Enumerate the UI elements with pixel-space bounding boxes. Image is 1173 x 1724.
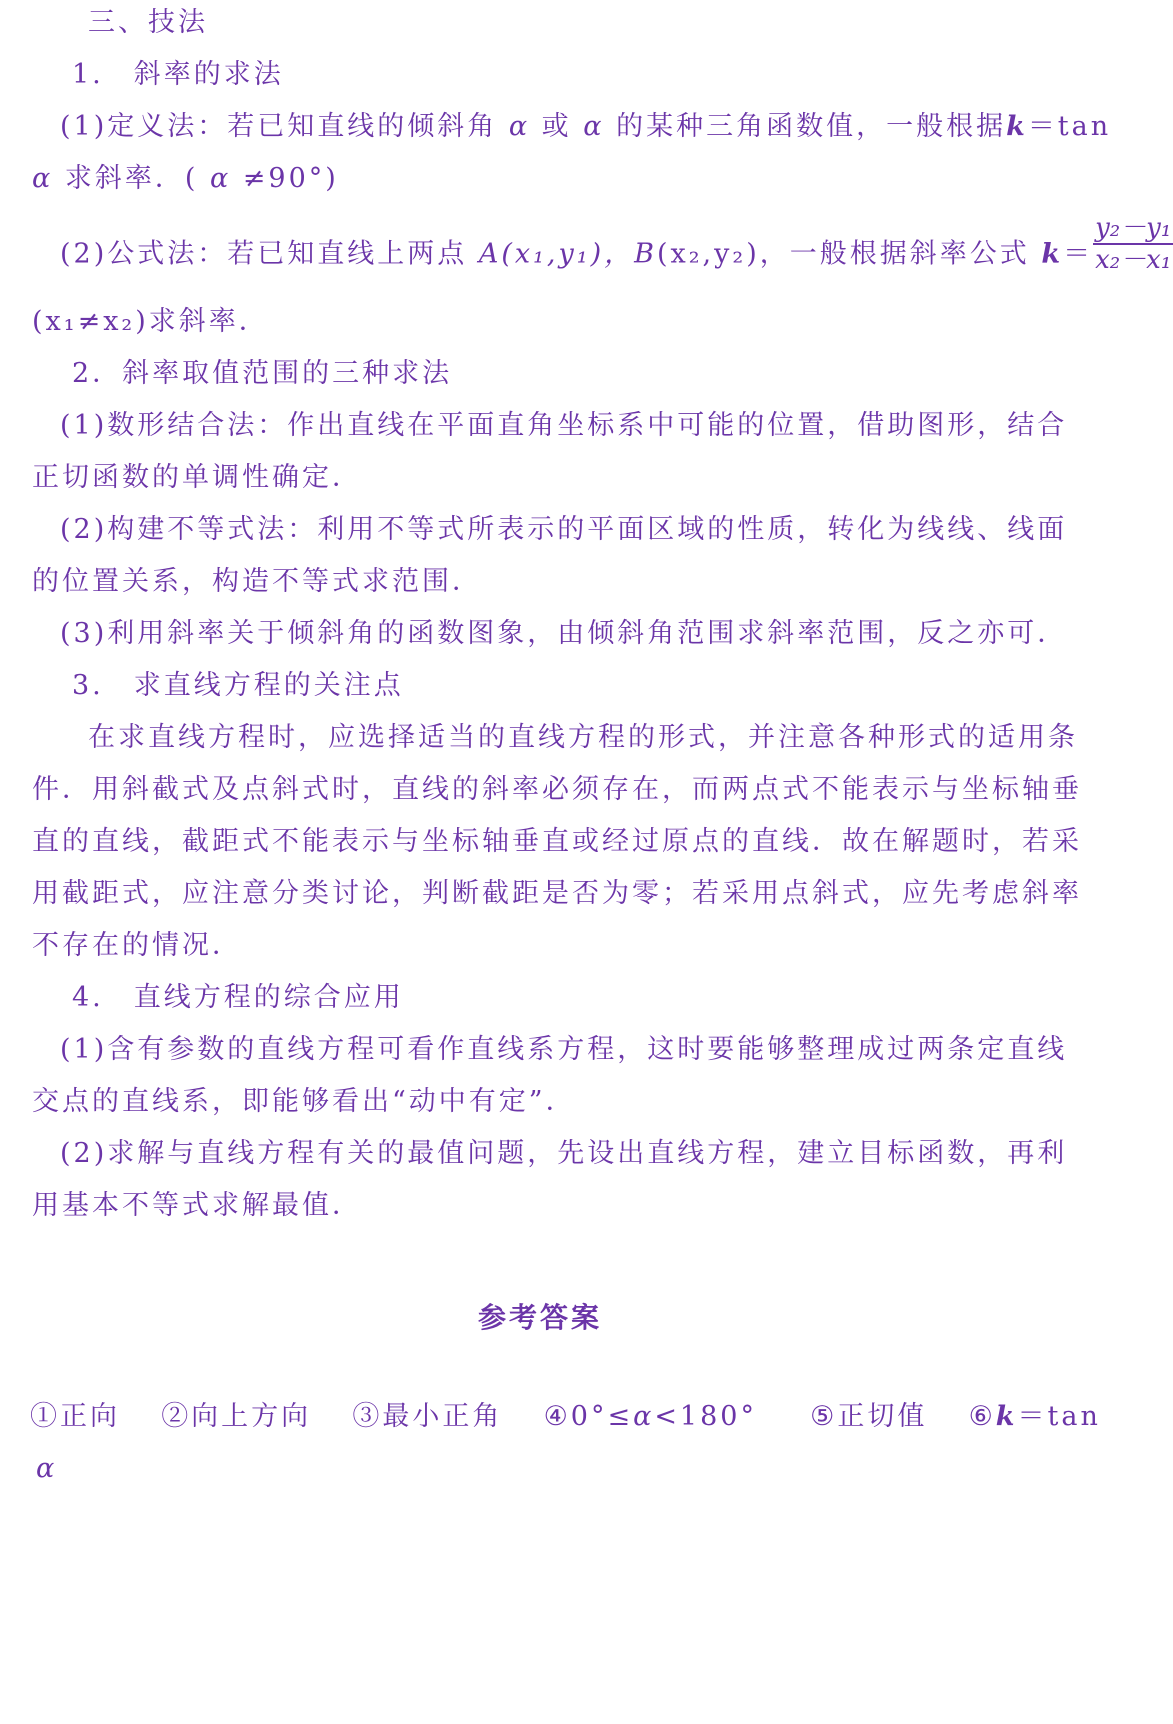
text-segment: (1)含有参数的直线方程可看作直线系方程，这时要能够整理成过两条定直线 — [60, 1034, 1068, 1065]
subsection-title-3 — [72, 669, 404, 703]
paragraph-text-line — [60, 409, 1067, 443]
text-segment: 不存在的情况． — [32, 930, 242, 961]
slope-fraction — [1093, 213, 1173, 275]
paragraph-text-line — [32, 877, 1082, 911]
answer-6-part: ＝tan — [1017, 1401, 1101, 1432]
paragraph-formula-method — [60, 213, 1173, 275]
answer-6-part: ⑥ — [968, 1401, 996, 1432]
paragraph-text-line — [32, 565, 482, 599]
text-segment: (x₁≠x₂)求斜率． — [32, 306, 269, 337]
paragraph-text-line — [32, 825, 1082, 859]
k-symbol: k — [1041, 238, 1064, 270]
text-segment: 的某种三角函数值，一般根据 — [616, 111, 1007, 142]
subsection-title-1-text: 1. 斜率的求法 — [72, 59, 284, 90]
fraction-denominator: x₂－x₁ — [1095, 245, 1172, 275]
text-segment: (1)定义法：若已知直线的倾斜角 — [60, 111, 498, 142]
text-segment: 的位置关系，构造不等式求范围． — [32, 566, 482, 597]
point-a-coords: (x₁,y₁)， — [501, 238, 635, 270]
answer-3: ③最小正角 — [352, 1401, 503, 1432]
answers-title-text: 参考答案 — [477, 1301, 602, 1334]
subsection-title-2 — [72, 357, 452, 391]
text-segment: (3)利用斜率关于倾斜角的函数图象，由倾斜角范围求斜率范围，反之亦可． — [60, 618, 1068, 649]
text-segment: 用基本不等式求解最值． — [32, 1190, 362, 1221]
answers-row — [30, 1400, 1101, 1434]
paragraph-text-line — [32, 1085, 576, 1119]
text-segment: 用截距式，应注意分类讨论，判断截距是否为零；若采用点斜式，应先考虑斜率 — [32, 878, 1082, 909]
paragraph-definition-method — [60, 110, 1111, 144]
k-symbol: k — [1006, 111, 1028, 142]
section-heading-text: 三、技法 — [88, 7, 208, 38]
answer-4-part: ④0°≤ — [543, 1401, 634, 1432]
paragraph-text-line — [60, 1033, 1067, 1067]
answers-row-cont — [36, 1452, 57, 1486]
text-segment: (2)求解与直线方程有关的最值问题，先设出直线方程，建立目标函数，再利 — [60, 1138, 1068, 1169]
equals-sign: ＝ — [1063, 238, 1094, 270]
paragraph-definition-method-cont — [32, 162, 339, 196]
point-a-label: A — [478, 238, 502, 270]
text-segment: 交点的直线系，即能够看出“动中有定”． — [32, 1086, 576, 1117]
paragraph-text-line — [32, 929, 242, 963]
text-segment: (2)公式法：若已知直线上两点 — [60, 238, 468, 270]
paragraph-text-line — [60, 1137, 1067, 1171]
paragraph-text-line — [32, 461, 362, 495]
text-segment: 正切函数的单调性确定． — [32, 462, 362, 493]
subsection-title-1 — [72, 58, 284, 92]
answer-2: ②向上方向 — [161, 1401, 312, 1432]
paragraph-formula-method-cont — [32, 305, 269, 339]
point-b-label: B — [634, 238, 657, 270]
answer-1: ①正向 — [30, 1401, 120, 1432]
subsection-title-3-text: 3. 求直线方程的关注点 — [72, 670, 404, 701]
answer-5: ⑤正切值 — [810, 1401, 928, 1432]
paragraph-text-line — [32, 773, 1082, 807]
text-segment: (2)构建不等式法：利用不等式所表示的平面区域的性质，转化为线线、线面 — [60, 514, 1068, 545]
paragraph-text-line — [88, 721, 1078, 755]
answers-title — [0, 1296, 1080, 1336]
k-symbol: k — [995, 1401, 1018, 1432]
alpha-symbol: α — [32, 163, 54, 194]
alpha-symbol: α — [508, 111, 531, 142]
subsection-title-4-text: 4. 直线方程的综合应用 — [72, 982, 404, 1013]
subsection-title-4 — [72, 981, 404, 1015]
paragraph-text-line — [32, 1189, 362, 1223]
answer-4-part: <180° — [654, 1401, 757, 1432]
section-heading — [88, 6, 208, 40]
subsection-title-2-text: 2．斜率取值范围的三种求法 — [72, 358, 453, 389]
fraction-numerator: y₂－y₁ — [1095, 213, 1172, 243]
alpha-symbol: α — [583, 111, 605, 142]
alpha-symbol: α — [209, 163, 232, 194]
text-segment: 直的直线，截距式不能表示与坐标轴垂直或经过原点的直线．故在解题时，若采 — [32, 826, 1082, 857]
text-segment: ≠90°) — [242, 163, 339, 194]
text-segment: (x₂,y₂)，一般根据斜率公式 — [656, 238, 1030, 270]
text-segment: 求斜率．( — [64, 163, 199, 194]
text-segment: (1)数形结合法：作出直线在平面直角坐标系中可能的位置，借助图形，结合 — [60, 410, 1068, 441]
alpha-symbol: α — [633, 1401, 655, 1432]
paragraph-text-line — [60, 513, 1067, 547]
paragraph-text-line — [60, 617, 1067, 651]
text-segment: 在求直线方程时，应选择适当的直线方程的形式，并注意各种形式的适用条 — [88, 722, 1078, 753]
text-segment: 或 — [541, 111, 572, 142]
text-segment: 件．用斜截式及点斜式时，直线的斜率必须存在，而两点式不能表示与坐标轴垂 — [32, 774, 1082, 805]
text-segment: ＝tan — [1027, 111, 1112, 142]
alpha-symbol: α — [36, 1453, 58, 1484]
